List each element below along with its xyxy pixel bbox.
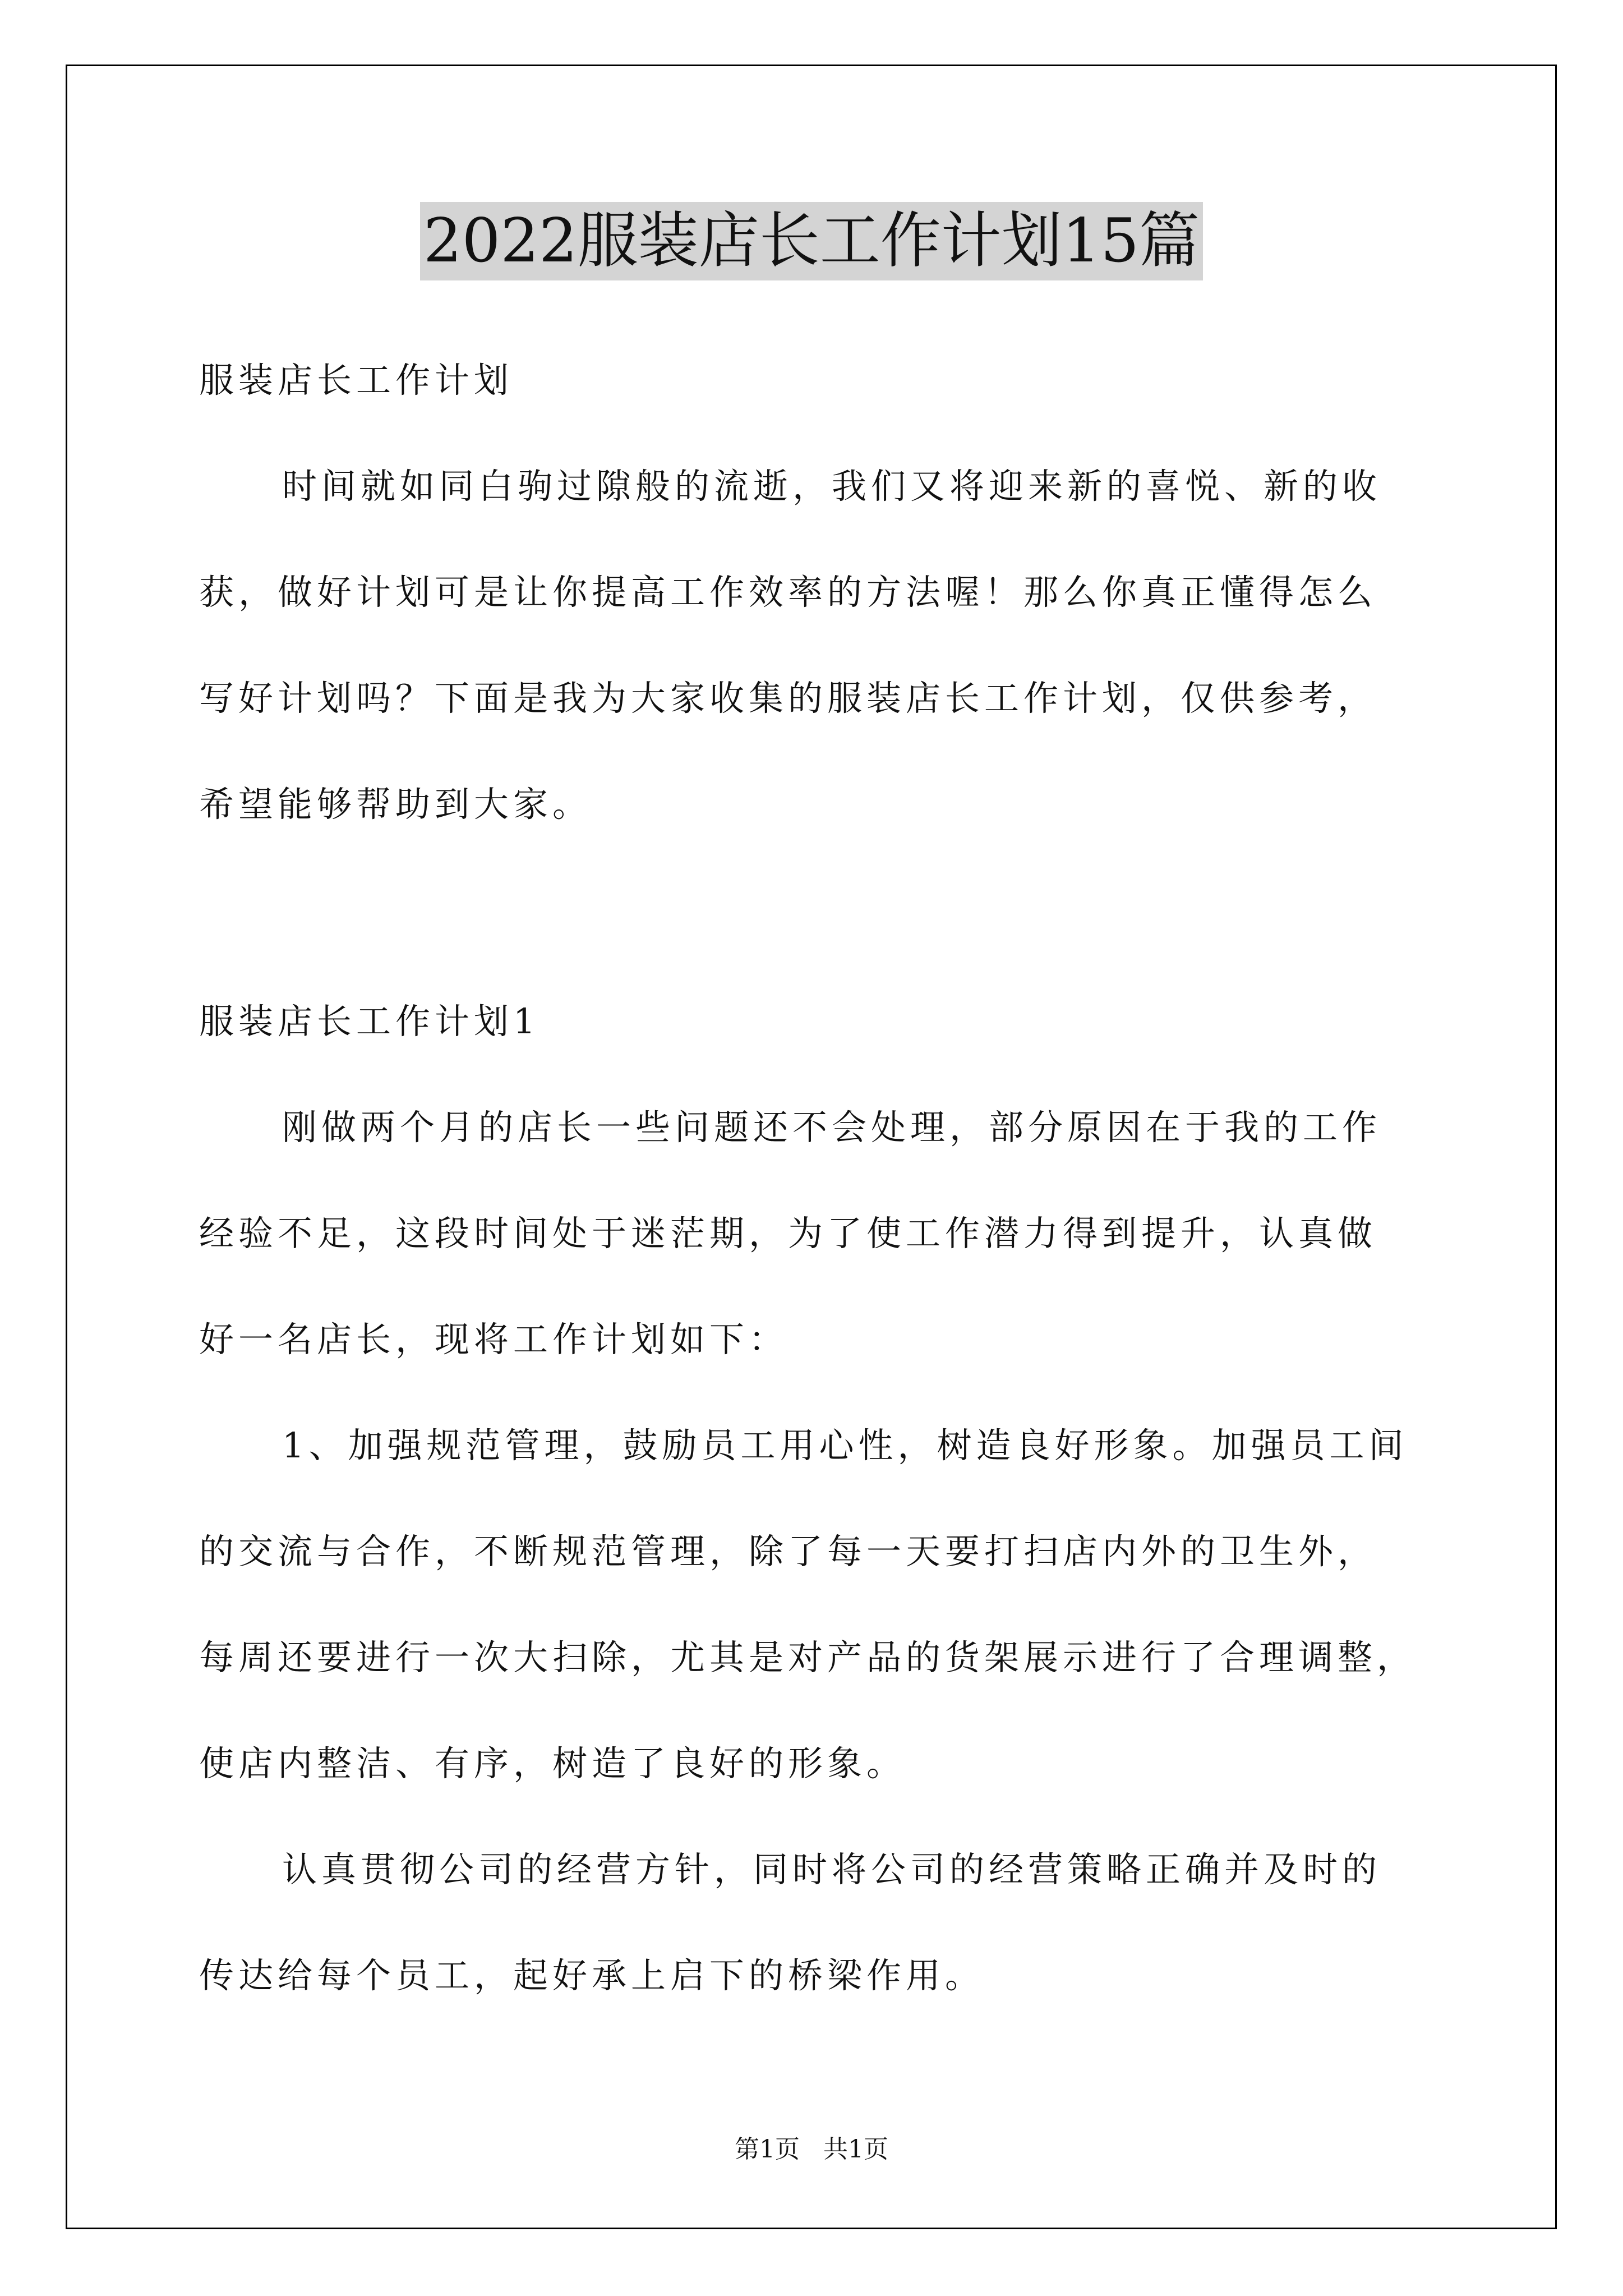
paragraph-line: 获，做好计划可是让你提高工作效率的方法喔！那么你真正懂得怎么: [199, 572, 1377, 613]
paragraph-line: 传达给每个员工，起好承上启下的桥梁作用。: [199, 1955, 985, 1996]
paragraph-line: 希望能够帮助到大家。: [199, 784, 592, 825]
paragraph-line: 写好计划吗？下面是我为大家收集的服装店长工作计划，仅供参考，: [199, 678, 1377, 719]
paragraph-line: 使店内整洁、有序，树造了良好的形象。: [199, 1743, 906, 1784]
page-number-footer: 第1页 共1页: [735, 2135, 888, 2164]
section-heading: 服装店长工作计划: [199, 360, 514, 401]
section-heading: 服装店长工作计划1: [199, 1001, 540, 1042]
paragraph-line: 认真贯彻公司的经营方针，同时将公司的经营策略正确并及时的: [282, 1849, 1382, 1890]
paragraph-line: 刚做两个月的店长一些问题还不会处理，部分原因在于我的工作: [282, 1107, 1382, 1148]
paragraph-line: 经验不足，这段时间处于迷茫期，为了使工作潜力得到提升，认真做: [199, 1213, 1377, 1254]
paragraph-line: 的交流与合作，不断规范管理，除了每一天要打扫店内外的卫生外，: [199, 1531, 1377, 1572]
paragraph-line: 1、加强规范管理，鼓励员工用心性，树造良好形象。加强员工间: [282, 1425, 1408, 1466]
title-container: [0, 202, 1623, 280]
paragraph-line: 每周还要进行一次大扫除，尤其是对产品的货架展示进行了合理调整，: [199, 1637, 1417, 1678]
paragraph-line: 时间就如同白驹过隙般的流逝，我们又将迎来新的喜悦、新的收: [282, 466, 1382, 507]
document-title: 2022服装店长工作计划15篇: [420, 202, 1203, 280]
paragraph-line: 好一名店长，现将工作计划如下：: [199, 1319, 789, 1360]
